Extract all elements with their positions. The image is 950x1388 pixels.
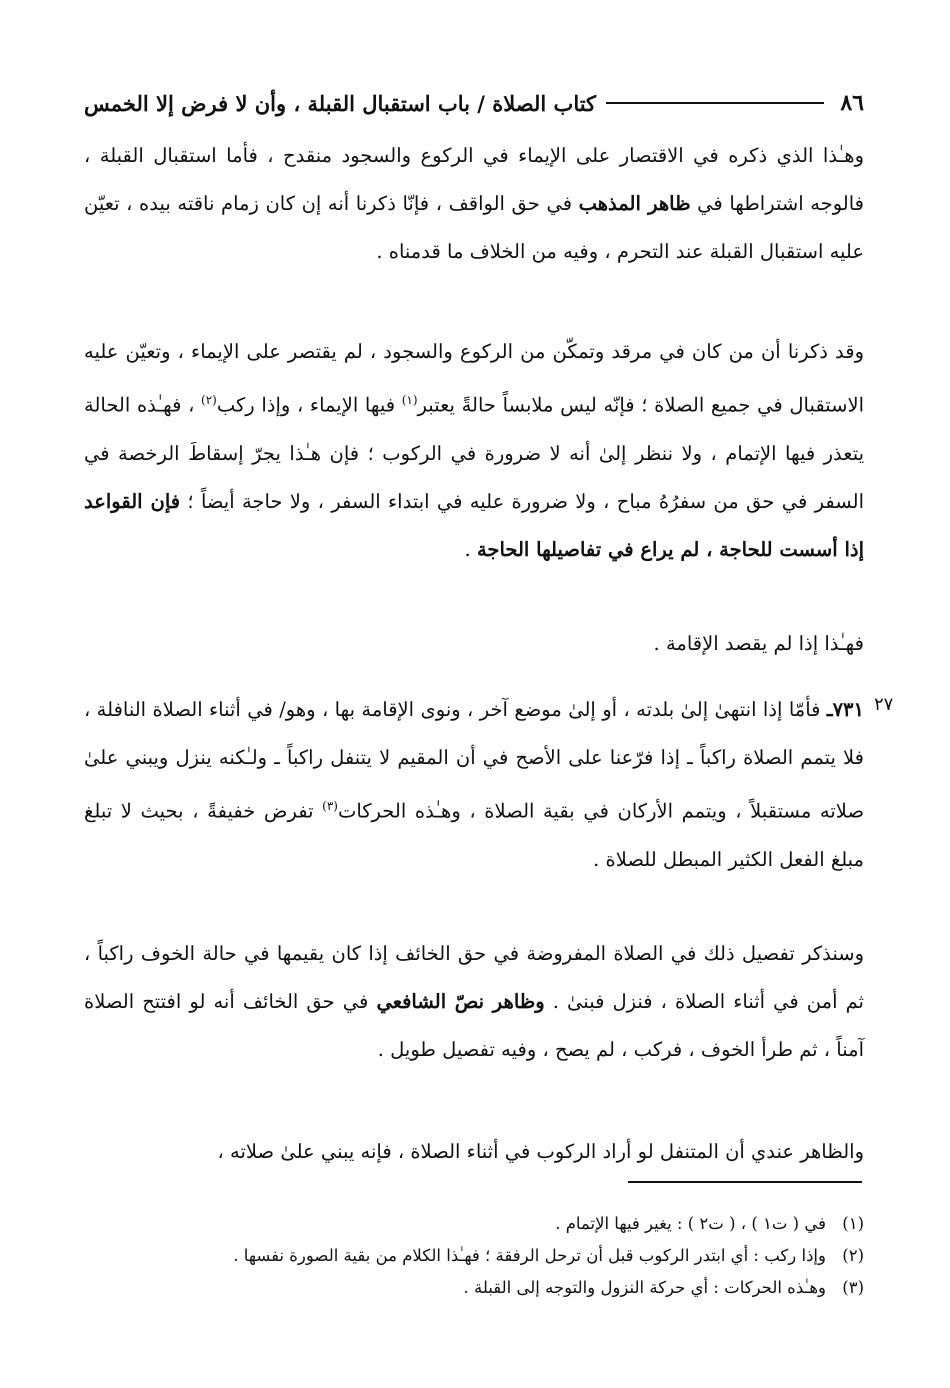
paragraph-5 xyxy=(84,930,864,1074)
footnote-2 xyxy=(84,1240,864,1272)
section-number: ٧٣١ـ xyxy=(826,698,864,721)
header-title: كتاب الصلاة / باب استقبال القبلة ، وأن لا فرض إلا الخمس xyxy=(84,90,597,116)
paragraph-1 xyxy=(84,132,864,276)
text-run: وقد ذكرنا أن من كان في مرقد وتمكّن من الركوع والسجود ، لم يقتصر على الإيماء ، وتعيّن عليه الاستقبال في جميع الصلاة ؛ فإنّه ليس ملابساً حالةً يعتبر xyxy=(84,340,864,417)
footnote-text: في ( ت١ ) ، ( ت٢ ) : يغير فيها الإتمام . xyxy=(555,1214,826,1233)
bold-text-run: ظاهر المذهب xyxy=(578,192,691,215)
marginal-folio-number: ٢٧ xyxy=(874,694,894,715)
footnote-ref-1[interactable]: (١) xyxy=(401,393,418,407)
text-run: في حق الخائف أنه لو افتتح الصلاة آمناً ، ثم طرأ الخوف ، فركب ، لم يصح ، وفيه تفصيل طويل . xyxy=(84,990,864,1061)
paragraph-text: فهـٰذا إذا لم يقصد الإقامة . xyxy=(653,632,864,655)
paragraph-6 xyxy=(84,1128,864,1176)
text-run: وسنذكر تفصيل ذلك في الصلاة المفروضة في حق الخائف إذا كان يقيمها في حالة الخوف راكباً ، ثم أمن في أثناء الصلاة ، فنزل فبنىٰ . xyxy=(84,942,864,1013)
page-number: ٨٦ xyxy=(840,90,864,116)
paragraph-text: والظاهر عندي أن المتنفل لو أراد الركوب في أثناء الصلاة ، فإنه يبني علىٰ صلاته ، xyxy=(217,1140,864,1163)
text-run: فيها الإيماء ، وإذا ركب xyxy=(216,393,402,417)
text-run: تفرض خفيفةً ، بحيث لا تبلغ مبلغ الفعل الكثير المبطل للصلاة . xyxy=(84,799,864,871)
bold-text-run: وظاهر نصّ الشافعي xyxy=(376,990,545,1013)
text-run: وهـٰذا الذي ذكره في الاقتصار على الإيماء في الركوع والسجود منقدح ، فأما استقبال القبلة ، فالوجه اشتراطها في xyxy=(84,144,864,215)
footnote-1 xyxy=(84,1208,864,1240)
footnote-number: (٣) xyxy=(842,1278,864,1297)
footnote-number: (٢) xyxy=(842,1246,864,1265)
text-run: . xyxy=(464,537,477,561)
paragraph-2 xyxy=(84,328,864,574)
footnote-3 xyxy=(84,1272,864,1304)
text-run: فأمّا إذا انتهىٰ إلىٰ بلدته ، أو إلىٰ موضع آخر ، ونوى الإقامة بها ، وهو/ في أثناء الصلاة النافلة ، فلا يتمم الصلاة راكباً ـ إذا فرّعنا على الأصح في أن المقيم لا يتنفل راكباً ـ ولـٰكنه ينزل ويبني علىٰ صلاته مستقبلاً ، ويتمم الأركان في بقية الصلاة ، وهـٰذه الحركات xyxy=(84,698,865,823)
footnote-ref-3[interactable]: (٣) xyxy=(322,799,338,813)
footnote-text: وإذا ركب : أي ابتدر الركوب قبل أن ترحل الرفقة ؛ فهـٰذا الكلام من بقية الصورة نفسها . xyxy=(233,1246,826,1265)
bold-text-run: فإن القواعد إذا أسست للحاجة ، لم يراع في تفاصيلها الحاجة xyxy=(84,489,864,561)
footnote-text: وهـٰذه الحركات : أي حركة النزول والتوجه إلى القبلة . xyxy=(463,1278,826,1297)
footnote-separator xyxy=(628,1181,862,1183)
footnotes xyxy=(84,1208,864,1304)
running-header xyxy=(84,86,864,120)
text-run: ، فهـٰذه الحالة يتعذر فيها الإتمام ، ولا ننظر إلىٰ أنه لا ضرورة في الركوب ؛ فإن هـٰذا يجرّ إسقاطَ الرخصة في السفر في حق من سفرُهُ مباح ، ولا ضرورة عليه في ابتداء السفر ، ولا حاجة أيضاً ؛ xyxy=(84,393,864,513)
footnote-ref-2[interactable]: (٢) xyxy=(201,393,217,407)
text-run: في حق الواقف ، فإنّا ذكرنا أنه إن كان زمام ناقته بيده ، تعيّن عليه استقبال القبلة عند التحرم ، وفيه من الخلاف ما قدمناه . xyxy=(84,192,864,263)
paragraph-3 xyxy=(84,620,864,668)
footnote-number: (١) xyxy=(842,1214,864,1233)
paragraph-4 xyxy=(84,686,864,884)
header-rule xyxy=(606,102,824,104)
